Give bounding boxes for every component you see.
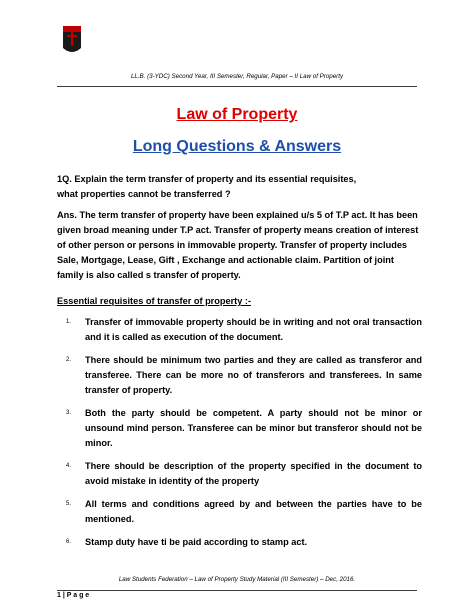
question-line-1: 1Q. Explain the term transfer of property and its essential requisites,	[57, 174, 357, 184]
list-text: There should be minimum two parties and they are called as transferor and transferee. There can be more no of transferors and transferees. In same transfer of property.	[85, 355, 422, 395]
question-line-2: what properties cannot be transferred ?	[57, 189, 231, 199]
answer-paragraph: Ans. The term transfer of property have been explained u/s 5 of T.P act. It has been given broad meaning under T.P act. Transfer of property means creation of interest of other person or persons in immovable property. Transfer of property includes Sale, Mortgage, Lease, Gift , Exchange and actionable claim. Partition of joint family is also called s transfer of property.	[57, 210, 419, 280]
list-number: 3.	[66, 410, 72, 416]
document-header: LL.B. (3-YDC) Second Year, III Semester, Regular, Paper – II Law of Property	[130, 73, 344, 80]
list-item	[57, 315, 422, 345]
list-text: All terms and conditions agreed by and between the parties have to be mentioned.	[85, 499, 422, 524]
list-number: 6.	[66, 539, 72, 545]
list-item	[57, 535, 422, 550]
list-item	[57, 459, 422, 489]
question	[57, 172, 437, 202]
list-text: There should be description of the property specified in the document to avoid mistake in identity of the property	[85, 461, 422, 486]
document-footer: Law Students Federation – Law of Property Study Material (III Semester) – Dec, 2016.	[118, 576, 356, 583]
list-number: 1.	[66, 319, 72, 325]
list-item	[57, 497, 422, 527]
list-text: Transfer of immovable property should be in writing and not oral transaction and it is called as execution of the document.	[85, 317, 422, 342]
requisites-list	[57, 315, 422, 558]
document-subtitle: Long Questions & Answers	[132, 138, 342, 155]
list-item	[57, 353, 422, 398]
header-divider	[57, 86, 417, 87]
list-number: 4.	[66, 463, 72, 469]
page-number: 1 | P a g e	[57, 592, 90, 599]
federation-logo	[57, 24, 87, 58]
list-text: Both the party should be competent. A party should not be minor or unsound mind person. Transferee can be minor but transferor should not be minor.	[85, 408, 422, 448]
list-item	[57, 406, 422, 451]
list-number: 2.	[66, 357, 72, 363]
section-heading: Essential requisites of transfer of property :-	[57, 296, 252, 306]
list-number: 5.	[66, 501, 72, 507]
footer-divider	[57, 590, 417, 591]
list-text: Stamp duty have ti be paid according to stamp act.	[85, 537, 308, 547]
document-title: Law of Property	[176, 106, 298, 123]
